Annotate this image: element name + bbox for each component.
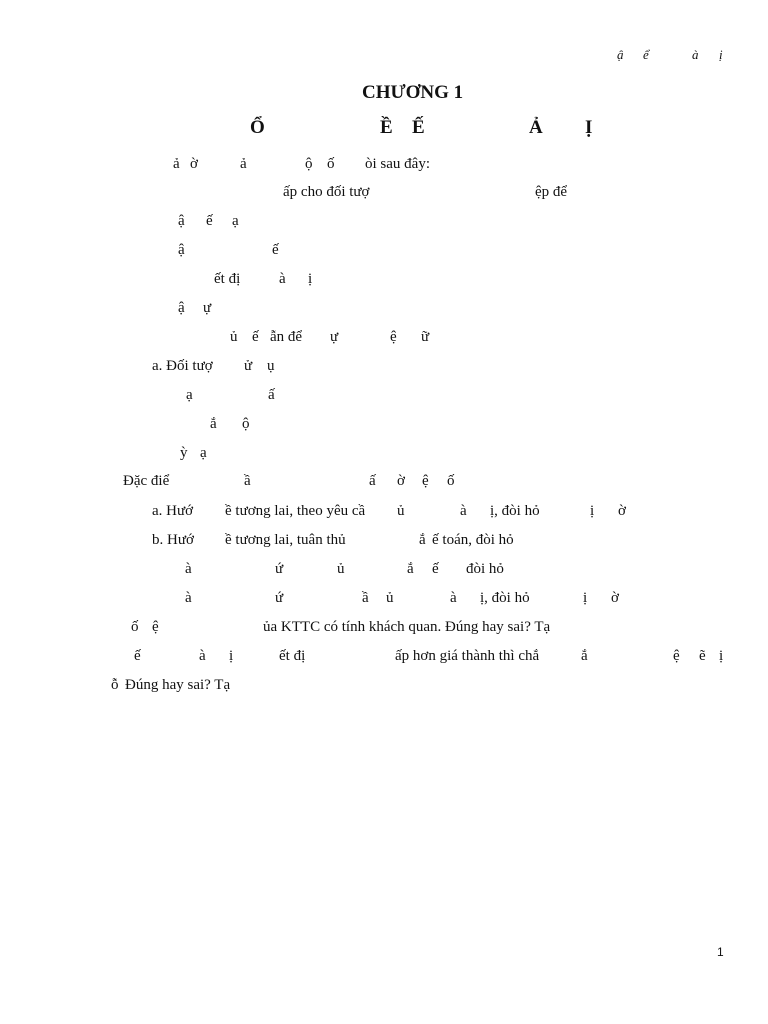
text-fragment: ả <box>240 156 247 172</box>
text-fragment: ẽ <box>699 648 706 664</box>
text-fragment: ấp cho đối tượ <box>283 184 370 200</box>
text-fragment: ầ <box>362 590 369 606</box>
text-fragment: ố <box>327 156 335 172</box>
text-fragment: Đặc điể <box>123 473 170 489</box>
text-fragment: ả <box>173 156 180 172</box>
text-fragment: ạ <box>232 213 239 229</box>
text-fragment: ậ <box>178 242 185 258</box>
text-fragment: ờ <box>618 503 626 519</box>
text-fragment: à <box>279 271 286 287</box>
text-fragment: à <box>460 503 467 519</box>
text-fragment: ề tương lai, tuân thủ <box>225 532 346 548</box>
text-fragment: ạ <box>200 445 207 461</box>
text-fragment: ấp hơn giá thành thì chắ <box>395 648 540 664</box>
text-fragment: ắ <box>581 648 588 664</box>
subtitle-fragment: Ổ <box>250 117 265 138</box>
text-fragment: ắ <box>419 532 426 548</box>
text-fragment: ụ <box>267 358 275 374</box>
text-fragment: ẫn để <box>270 329 303 345</box>
subtitle-fragment: Ị <box>585 117 593 138</box>
subtitle-fragment: Ề <box>380 117 393 138</box>
text-fragment: ự <box>330 329 339 345</box>
text-fragment: ết đị <box>279 648 306 664</box>
text-fragment: ị <box>308 271 313 287</box>
header-fragment: ị <box>719 47 723 62</box>
text-fragment: ệ <box>390 329 397 345</box>
text-fragment: ế <box>432 561 439 577</box>
text-fragment: ệ <box>152 619 159 635</box>
text-fragment: ố <box>131 619 139 635</box>
text-fragment: ế <box>134 648 141 664</box>
text-fragment: ứ <box>275 561 284 577</box>
text-fragment: ệp để <box>535 184 568 200</box>
text-fragment: ệ <box>422 473 429 489</box>
text-fragment: ậ <box>178 213 185 229</box>
text-fragment: ờ <box>397 473 405 489</box>
text-fragment: ị, đòi hỏ <box>490 503 540 519</box>
text-fragment: đòi hỏ <box>466 561 504 577</box>
text-fragment: ế <box>252 329 259 345</box>
text-fragment: ủa KTTC có tính khách quan. Đúng hay sai? Tạ <box>263 619 551 635</box>
text-fragment: ố <box>447 473 455 489</box>
text-fragment: ủ <box>230 329 238 345</box>
text-fragment: ị <box>229 648 234 664</box>
text-fragment: òi sau đây: <box>365 156 430 172</box>
text-fragment: ệ <box>673 648 680 664</box>
text-fragment: ử <box>244 358 253 374</box>
text-fragment: à <box>185 590 192 606</box>
chapter-title: CHƯƠNG 1 <box>362 82 464 103</box>
text-fragment: ế <box>272 242 279 258</box>
text-fragment: ủ <box>397 503 405 519</box>
text-fragment: ầ <box>244 473 251 489</box>
text-fragment: ắ <box>407 561 414 577</box>
text-fragment: Đúng hay sai? Tạ <box>125 677 231 693</box>
text-fragment: ị <box>719 648 724 664</box>
text-fragment: ấ <box>369 473 376 489</box>
header-fragment: ể <box>643 47 649 62</box>
text-fragment: ộ <box>242 416 250 432</box>
text-fragment: ề tương lai, theo yêu cầ <box>225 503 366 519</box>
text-fragment: ế toán, đòi hỏ <box>432 532 514 548</box>
text-fragment: b. Hướ <box>152 532 194 548</box>
text-fragment: à <box>185 561 192 577</box>
text-fragment: ị <box>583 590 588 606</box>
text-fragment: à <box>450 590 457 606</box>
header-fragment: ậ <box>617 47 624 62</box>
subtitle-fragment: Ế <box>412 117 425 138</box>
text-fragment: ạ <box>186 387 193 403</box>
text-fragment: ỳ <box>180 445 188 461</box>
text-fragment: ắ <box>210 416 217 432</box>
text-fragment: ờ <box>190 156 198 172</box>
text-fragment: ậ <box>178 300 185 316</box>
text-fragment: à <box>199 648 206 664</box>
text-fragment: a. Đối tượ <box>152 358 213 374</box>
page-number: 1 <box>717 945 724 959</box>
text-fragment: ỗ <box>111 677 119 693</box>
text-fragment: ị, đòi hỏ <box>480 590 530 606</box>
text-fragment: ự <box>203 300 212 316</box>
text-fragment: ữ <box>421 329 430 345</box>
text-fragment: ị <box>590 503 595 519</box>
text-fragment: a. Hướ <box>152 503 194 519</box>
text-fragment: ứ <box>275 590 284 606</box>
text-fragment: ế <box>206 213 213 229</box>
text-fragment: ấ <box>268 387 275 403</box>
subtitle-fragment: Ả <box>529 117 543 138</box>
text-fragment: ết đị <box>214 271 241 287</box>
text-fragment: ủ <box>386 590 394 606</box>
header-fragment: à <box>692 47 699 62</box>
text-fragment: ộ <box>305 156 313 172</box>
text-fragment: ủ <box>337 561 345 577</box>
text-fragment: ờ <box>611 590 619 606</box>
